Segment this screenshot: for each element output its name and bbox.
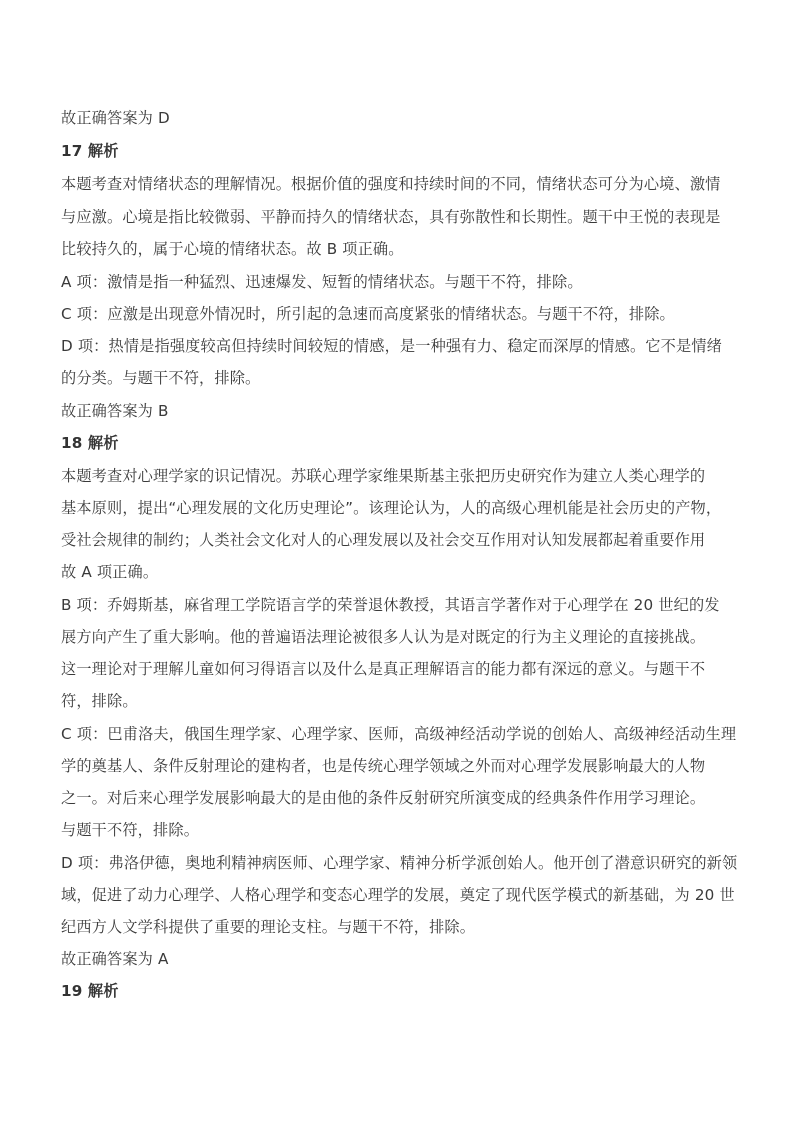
q17-intro-line-1: 本题考查对情绪状态的理解情况。根据价值的强度和持续时间的不同，情绪状态可分为心境、激情 bbox=[61, 175, 721, 193]
heading-18: 18 解析 bbox=[61, 434, 119, 452]
q18-intro-line-1: 本题考查对心理学家的识记情况。苏联心理学家维果斯基主张把历史研究作为建立人类心理学的 bbox=[61, 467, 706, 485]
q18-option-d-line-3: 纪西方人文学科提供了重要的理论支柱。与题干不符，排除。 bbox=[61, 918, 476, 936]
q18-option-d-line-2: 域，促进了动力心理学、人格心理学和变态心理学的发展，奠定了现代医学模式的新基础，为 20 世 bbox=[61, 886, 735, 904]
q17-option-d-line-2: 的分类。与题干不符，排除。 bbox=[61, 369, 261, 387]
q18-intro-line-2: 基本原则，提出“心理发展的文化历史理论”。该理论认为，人的高级心理机能是社会历史的产物， bbox=[61, 499, 722, 517]
q17-intro-line-2: 与应激。心境是指比较微弱、平静而持久的情绪状态，具有弥散性和长期性。题干中王悦的表现是 bbox=[61, 208, 721, 226]
q18-intro-line-4: 故 A 项正确。 bbox=[61, 563, 159, 581]
q18-option-c-line-2: 学的奠基人、条件反射理论的建构者，也是传统心理学领域之外而对心理学发展影响最大的人物 bbox=[61, 757, 706, 775]
q18-option-d-line-1: D 项：弗洛伊德，奥地利精神病医师、心理学家、精神分析学派创始人。他开创了潜意识研究的新领 bbox=[61, 854, 738, 872]
q17-option-d-line-1: D 项：热情是指强度较高但持续时间较短的情感，是一种强有力、稳定而深厚的情感。它不是情绪 bbox=[61, 337, 722, 355]
heading-19: 19 解析 bbox=[61, 982, 119, 1000]
q18-option-c-line-4: 与题干不符，排除。 bbox=[61, 821, 200, 839]
q17-intro-line-3: 比较持久的，属于心境的情绪状态。故 B 项正确。 bbox=[61, 240, 404, 258]
q18-option-b-line-3: 这一理论对于理解儿童如何习得语言以及什么是真正理解语言的能力都有深远的意义。与题干不 bbox=[61, 660, 706, 678]
q18-option-c-line-3: 之一。对后来心理学发展影响最大的是由他的条件反射研究所演变成的经典条件作用学习理论。 bbox=[61, 789, 706, 807]
answer-line-18: 故正确答案为 A bbox=[61, 950, 169, 968]
q17-option-a: A 项：激情是指一种猛烈、迅速爆发、短暂的情绪状态。与题干不符，排除。 bbox=[61, 273, 583, 291]
q18-option-b-line-4: 符，排除。 bbox=[61, 692, 138, 710]
answer-line-17: 故正确答案为 B bbox=[61, 402, 169, 420]
q18-option-b-line-1: B 项：乔姆斯基，麻省理工学院语言学的荣誉退休教授，其语言学著作对于心理学在 20 世纪的发 bbox=[61, 596, 720, 614]
answer-line-16: 故正确答案为 D bbox=[61, 109, 170, 127]
q18-option-b-line-2: 展方向产生了重大影响。他的普遍语法理论被很多人认为是对既定的行为主义理论的直接挑战。 bbox=[61, 628, 706, 646]
q17-option-c: C 项：应激是出现意外情况时，所引起的急速而高度紧张的情绪状态。与题干不符，排除。 bbox=[61, 305, 675, 323]
heading-17: 17 解析 bbox=[61, 142, 119, 160]
q18-option-c-line-1: C 项：巴甫洛夫，俄国生理学家、心理学家、医师，高级神经活动学说的创始人、高级神经活动生理 bbox=[61, 725, 737, 743]
q18-intro-line-3: 受社会规律的制约；人类社会文化对人的心理发展以及社会交互作用对认知发展都起着重要作用 bbox=[61, 531, 706, 549]
